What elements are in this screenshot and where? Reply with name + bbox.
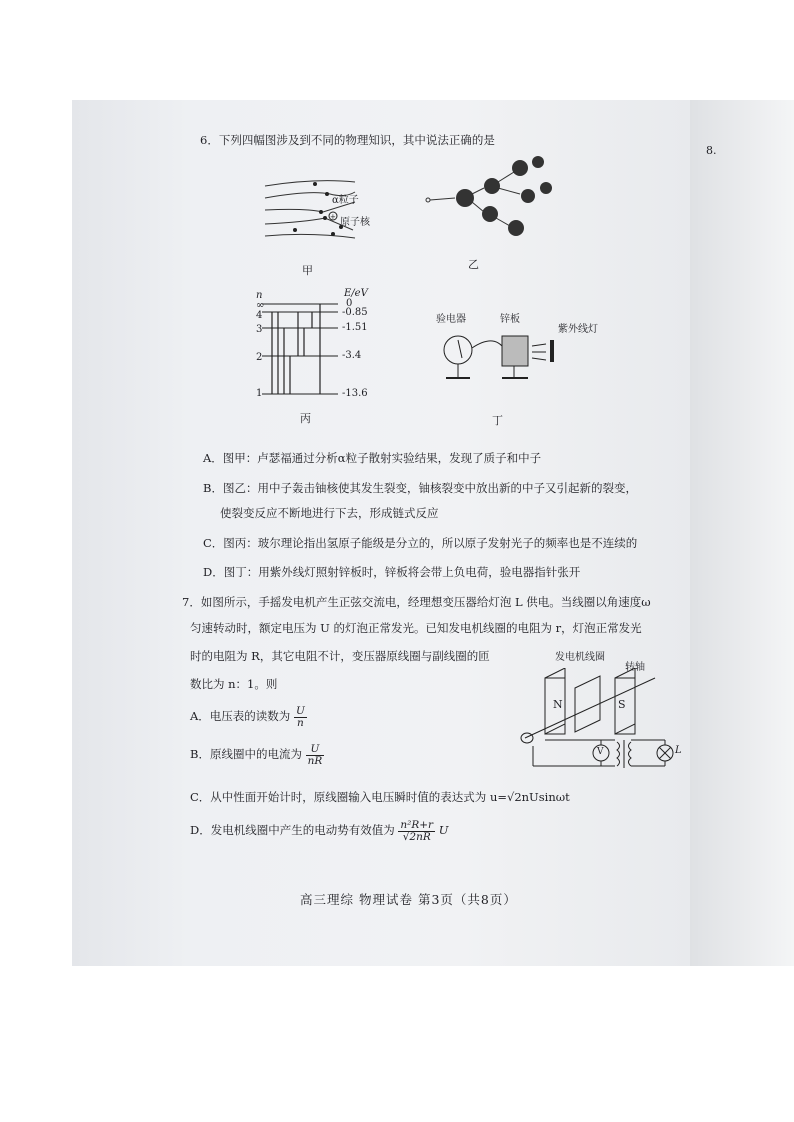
q7-option-a-fraction bbox=[294, 706, 307, 729]
north-pole-label: N bbox=[553, 698, 563, 711]
q7-option-d-fraction bbox=[398, 820, 435, 843]
adjacent-page bbox=[690, 100, 794, 966]
q6-option-d: D．图丁：用紫外线灯照射锌板时，锌板将会带上负电荷，验电器指针张开 bbox=[203, 565, 581, 579]
q7-option-b-den: nR bbox=[307, 754, 323, 767]
q7-option-a-text: A．电压表的读数为 bbox=[190, 709, 291, 723]
q7-option-a bbox=[190, 704, 307, 729]
q7-stem-line-3: 时的电阻为 R，其它电阻不计，变压器原线圈与副线圈的匝 bbox=[190, 649, 490, 663]
level-e-4: -0.85 bbox=[342, 307, 368, 318]
uv-lamp-label: 紫外线灯 bbox=[558, 324, 598, 335]
q7-option-d-den: √2nR bbox=[402, 830, 431, 843]
q7-option-b bbox=[190, 742, 324, 767]
level-n-3: 3 bbox=[256, 324, 263, 335]
q6-option-b-cont: 使裂变反应不断地进行下去，形成链式反应 bbox=[220, 506, 439, 520]
nucleus-label: 原子核 bbox=[340, 217, 370, 228]
south-pole-label: S bbox=[618, 698, 626, 711]
q7-option-b-fraction bbox=[306, 744, 325, 767]
figure-jia-caption: 甲 bbox=[302, 264, 313, 277]
lamp-label: L bbox=[675, 745, 682, 756]
level-n-1: 1 bbox=[256, 388, 263, 399]
q7-option-a-den: n bbox=[297, 716, 304, 729]
q7-option-d-suffix: U bbox=[438, 823, 449, 837]
q6-option-b: B．图乙：用中子轰击铀核使其发生裂变，铀核裂变中放出新的中子又引起新的裂变， bbox=[203, 481, 637, 495]
q7-option-c: C．从中性面开始计时，原线圈输入电压瞬时值的表达式为 u=√2nUsinωt bbox=[190, 790, 570, 804]
q7-option-d-text: D．发电机线圈中产生的电动势有效值为 bbox=[190, 823, 395, 837]
q7-stem-line-4: 数比为 n：1。则 bbox=[190, 677, 278, 691]
svg-text:+: + bbox=[330, 213, 336, 221]
voltmeter-label: V bbox=[597, 747, 604, 757]
q7-option-b-num: U bbox=[306, 744, 325, 756]
figure-ding-photoelectric bbox=[436, 322, 576, 394]
q6-option-c: C．图丙：玻尔理论指出氢原子能级是分立的，所以原子发射光子的频率也是不连续的 bbox=[203, 536, 638, 550]
zinc-plate-label: 锌板 bbox=[500, 314, 520, 325]
q7-option-b-text: B．原线圈中的电流为 bbox=[190, 747, 302, 761]
level-n-4: 4 bbox=[256, 310, 263, 321]
q7-stem-line-2: 匀速转动时，额定电压为 U 的灯泡正常发光。已知发电机线圈的电阻为 r，灯泡正常发光 bbox=[190, 621, 642, 635]
figure-bing-energy-levels bbox=[262, 300, 342, 400]
figure-yi-chain-reaction bbox=[420, 148, 560, 248]
level-e-0: 0 bbox=[346, 298, 353, 309]
figure-bing-caption: 丙 bbox=[300, 412, 311, 425]
adjacent-page-number: 8. bbox=[706, 144, 717, 157]
axis-label: 转轴 bbox=[625, 662, 645, 673]
level-e-2: -3.4 bbox=[342, 350, 362, 361]
energy-axis-label: E/eV bbox=[344, 288, 368, 299]
generator-circuit-diagram bbox=[505, 668, 695, 778]
level-n-inf: ∞ bbox=[256, 300, 265, 311]
figure-ding-caption: 丁 bbox=[492, 414, 503, 427]
level-n-2: 2 bbox=[256, 352, 263, 363]
q7-option-d bbox=[190, 818, 448, 843]
alpha-particle-label: α粒子 bbox=[332, 195, 359, 206]
q7-option-a-num: U bbox=[295, 704, 305, 717]
level-e-1: -13.6 bbox=[342, 388, 368, 399]
level-e-3: -1.51 bbox=[342, 322, 368, 333]
figure-yi-caption: 乙 bbox=[468, 258, 479, 271]
coil-label: 发电机线圈 bbox=[555, 652, 605, 663]
n-axis-label: n bbox=[256, 290, 263, 301]
q6-option-a: A．图甲：卢瑟福通过分析α粒子散射实验结果，发现了质子和中子 bbox=[203, 451, 542, 465]
q7-stem-line-1: 7．如图所示，手摇发电机产生正弦交流电，经理想变压器给灯泡 L 供电。当线圈以角速度ω bbox=[182, 595, 651, 609]
page-footer: 高三理综 物理试卷 第3页（共8页） bbox=[300, 892, 517, 907]
q7-option-d-num: n²R+r bbox=[400, 818, 434, 831]
electroscope-label: 验电器 bbox=[436, 314, 466, 325]
q6-stem: 6．下列四幅图涉及到不同的物理知识，其中说法正确的是 bbox=[200, 133, 495, 147]
